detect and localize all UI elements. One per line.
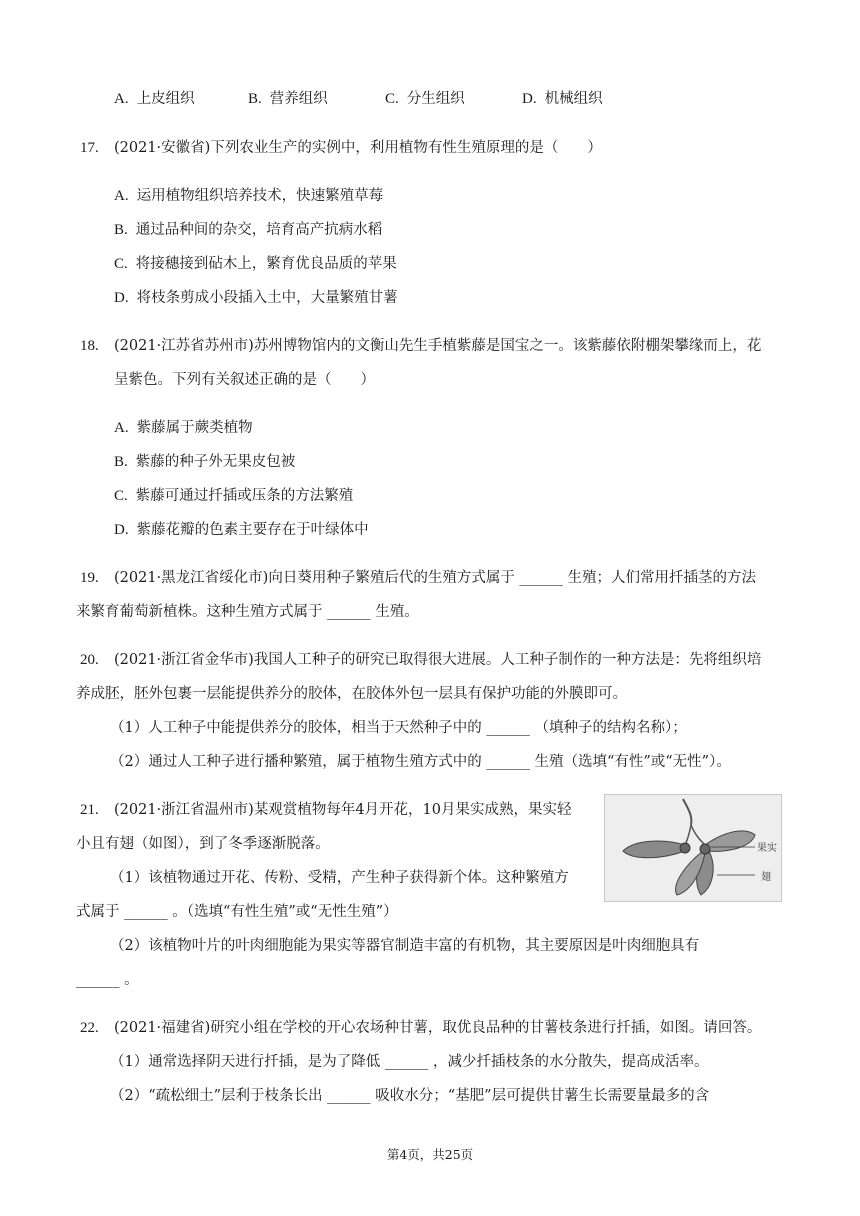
q19-line2: 来繁育葡萄新植株。这种生殖方式属于 ______ 生殖。 xyxy=(76,604,419,620)
q18-option-a xyxy=(114,418,253,438)
q18-option-c xyxy=(114,486,353,506)
q21-sub1-line1: （1）该植物通过开花、传粉、受精，产生种子获得新个体。这种繁殖方 xyxy=(110,870,569,886)
option-letter: B. xyxy=(114,222,128,238)
option-text: 将枝条剪成小段插入土中，大量繁殖甘薯 xyxy=(136,290,398,306)
q22-sub2: （2）“疏松细土”层利于枝条长出 ______ 吸收水分；“基肥”层可提供甘薯生长需要量最多的含 xyxy=(110,1088,710,1104)
q16-option-d xyxy=(522,89,603,109)
q20-sub2: （2）通过人工种子进行播种繁殖，属于植物生殖方式中的 ______ 生殖（选填“有性”或“无性”）。 xyxy=(110,754,731,770)
winged-fruit-figure xyxy=(604,794,782,902)
option-letter: D. xyxy=(522,91,537,107)
option-text: 紫藤属于蕨类植物 xyxy=(136,420,253,436)
option-text: 紫藤花瓣的色素主要存在于叶绿体中 xyxy=(136,522,369,538)
option-letter: A. xyxy=(114,188,129,204)
option-letter: A. xyxy=(114,91,129,107)
q17-stem: (2021·安徽省)下列农业生产的实例中，利用植物有性生殖原理的是（ ） xyxy=(114,140,602,156)
question-number-21: 21. xyxy=(80,802,99,818)
question-number-18: 18. xyxy=(80,338,99,354)
q22-line1: (2021·福建省)研究小组在学校的开心农场种甘薯，取优良品种的甘薯枝条进行扦插，如图。请回答。 xyxy=(114,1020,762,1036)
q21-sub1-line2: 式属于 ______ 。（选填“有性生殖”或“无性生殖”） xyxy=(76,904,398,920)
option-text: 通过品种间的杂交，培育高产抗病水稻 xyxy=(135,222,383,238)
question-number-20: 20. xyxy=(80,652,99,668)
q18-option-b xyxy=(114,452,295,472)
q21-line1: (2021·浙江省温州市)某观赏植物每年4月开花，10月果实成熟，果实轻 xyxy=(114,802,572,818)
q16-options xyxy=(114,89,674,111)
option-letter: C. xyxy=(114,256,128,272)
option-letter: B. xyxy=(248,91,262,107)
question-number-17: 17. xyxy=(80,140,99,156)
option-text: 紫藤的种子外无果皮包被 xyxy=(135,454,296,470)
option-text: 紫藤可通过扦插或压条的方法繁殖 xyxy=(135,488,354,504)
question-number-22: 22. xyxy=(80,1020,99,1036)
q17-option-d xyxy=(114,288,398,308)
option-text: 运用植物组织培养技术，快速繁殖草莓 xyxy=(136,188,384,204)
option-text: 将接穗接到砧木上，繁育优良品质的苹果 xyxy=(135,256,397,272)
q18-option-d xyxy=(114,520,369,540)
q16-option-c xyxy=(385,89,465,109)
q17-option-b xyxy=(114,220,382,240)
q17-option-a xyxy=(114,186,383,206)
wing-label: 翅 xyxy=(761,872,771,883)
q20-line2: 养成胚，胚外包裹一层能提供养分的胶体，在胶体外包一层具有保护功能的外膜即可。 xyxy=(76,686,627,702)
option-letter: D. xyxy=(114,522,129,538)
left-seed xyxy=(680,843,690,853)
fruit-label: 果实 xyxy=(757,843,777,854)
q21-line2: 小且有翅（如图），到了冬季逐渐脱落。 xyxy=(76,836,330,852)
right-seed xyxy=(700,844,710,854)
q19-line1: (2021·黑龙江省绥化市)向日葵用种子繁殖后代的生殖方式属于 ______ 生殖；人们常用扦插茎的方法 xyxy=(114,570,757,586)
q20-line1: (2021·浙江省金华市)我国人工种子的研究已取得很大进展。人工种子制作的一种方法是：先将组织培 xyxy=(114,652,762,668)
option-text: 机械组织 xyxy=(544,91,603,107)
q16-option-a xyxy=(114,89,195,109)
q18-stem-line1: (2021·江苏省苏州市)苏州博物馆内的文衡山先生手植紫藤是国宝之一。该紫藤依附棚架攀缘而上，花 xyxy=(114,338,762,354)
page-footer: 第4页，共25页 xyxy=(386,1147,474,1162)
option-letter: C. xyxy=(114,488,128,504)
option-text: 营养组织 xyxy=(269,91,328,107)
q21-sub2-line2: ______ 。 xyxy=(76,972,139,988)
option-letter: B. xyxy=(114,454,128,470)
q21-sub2-line1: （2）该植物叶片的叶肉细胞能为果实等器官制造丰富的有机物，其主要原因是叶肉细胞具有 xyxy=(110,938,700,954)
winged-fruit-drawing xyxy=(605,795,781,901)
q20-sub1: （1）人工种子中能提供养分的胶体，相当于天然种子中的 ______ （填种子的结构名称）； xyxy=(110,720,687,736)
option-letter: A. xyxy=(114,420,129,436)
q16-option-b xyxy=(248,89,328,109)
option-text: 分生组织 xyxy=(406,91,465,107)
q18-stem-line2: 呈紫色。下列有关叙述正确的是（ ） xyxy=(114,372,375,388)
option-letter: D. xyxy=(114,290,129,306)
q22-sub1: （1）通常选择阴天进行扦插，是为了降低 ______ ，减少扦插枝条的水分散失，提高成活率。 xyxy=(110,1054,709,1070)
question-number-19: 19. xyxy=(80,570,99,586)
option-text: 上皮组织 xyxy=(136,91,195,107)
q17-option-c xyxy=(114,254,397,274)
option-letter: C. xyxy=(385,91,399,107)
